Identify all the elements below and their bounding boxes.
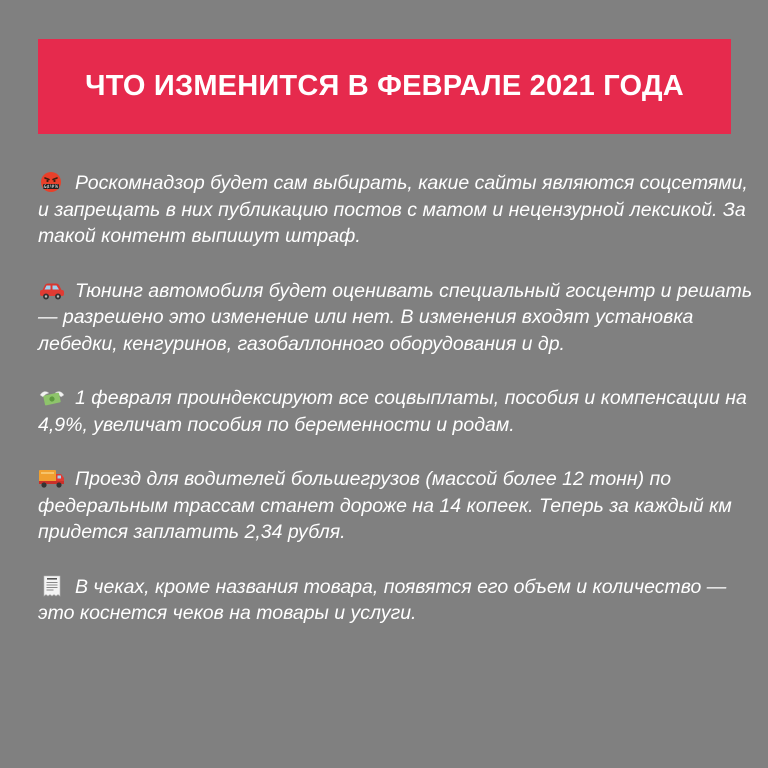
news-item-car-tuning — [38, 278, 754, 358]
news-item-text: Роскомнадзор будет сам выбирать, какие сайты являются соцсетями, и запрещать в них публикацию постов с матом и нецензурной лексикой. За такой контент выпишут штраф. — [38, 172, 748, 247]
news-list — [38, 170, 754, 655]
news-item-social-payments — [38, 385, 754, 438]
page-title: ЧТО ИЗМЕНИТСЯ В ФЕВРАЛЕ 2021 ГОДА — [85, 70, 684, 102]
receipt-icon — [38, 575, 66, 597]
news-item-receipts — [38, 574, 754, 627]
news-item-text: Проезд для водителей большегрузов (массой более 12 тонн) по федеральным трассам станет дороже на 14 копеек. Теперь за каждый км придется заплатить 2,34 рубля. — [38, 468, 732, 543]
svg-text:&$!#%: &$!#% — [43, 184, 59, 189]
delivery-truck-icon — [38, 467, 66, 489]
money-with-wings-icon — [38, 386, 66, 408]
car-icon — [38, 279, 66, 301]
title-banner — [38, 39, 731, 134]
cursing-face-icon — [38, 171, 66, 193]
news-item-text: Тюнинг автомобиля будет оценивать специальный госцентр и решать — разрешено это изменение или нет. В изменения входят установка лебедки, кенгуринов, газобаллонного оборудования и др. — [38, 279, 753, 355]
news-item-text: В чеках, кроме названия товара, появятся его объем и количество — это коснется чеков на товары и услуги. — [38, 575, 727, 624]
news-item-roskomnadzor — [38, 170, 754, 250]
news-item-text: 1 февраля проиндексируют все соцвыплаты, пособия и компенсации на 4,9%, увеличат пособия по беременности и родам. — [38, 387, 747, 436]
news-item-truck-toll — [38, 466, 754, 546]
